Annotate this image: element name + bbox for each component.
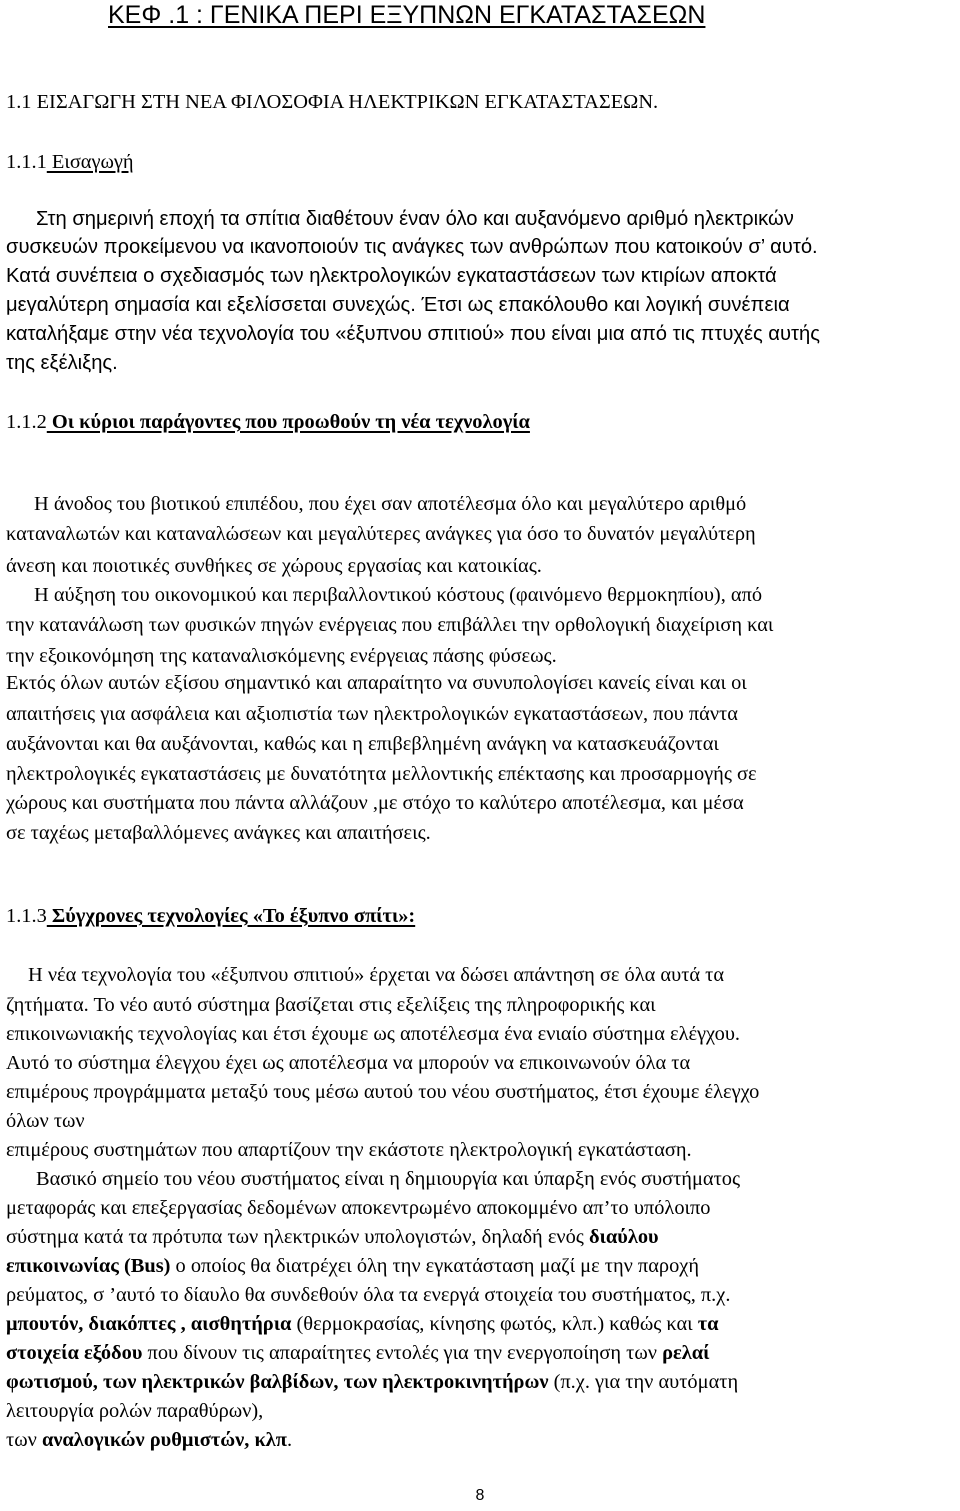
modern-line-text: (π.χ. για την αυτόματη xyxy=(548,1371,739,1393)
bold-term: ρελαί xyxy=(662,1342,710,1364)
intro-line: καταλήξαμε στην νέα τεχνολογία του «έξυπνου σπιτιού» που είναι μια από τις πτυχές αυτής xyxy=(6,323,820,345)
modern-line: λειτουργία ρολών παραθύρων), xyxy=(6,1400,264,1422)
factors-line: αυξάνονται και θα αυξάνονται, καθώς και η επιβεβλημένη ανάγκη να κατασκευάζονται xyxy=(6,733,719,755)
factors-line: καταναλωτών και καταναλώσεων και μεγαλύτερες ανάγκες για όσο το δυνατόν μεγαλύτερη xyxy=(6,523,756,545)
modern-line xyxy=(6,1372,738,1392)
factors-line: απαιτήσεις για ασφάλεια και αξιοπιστία των ηλεκτρολογικών εγκαταστάσεων, που πάντα xyxy=(6,703,738,725)
factors-line: Η άνοδος του βιοτικού επιπέδου, που έχει σαν αποτέλεσμα όλο και μεγαλύτερο αριθμό xyxy=(34,493,747,515)
bold-term: στοιχεία εξόδου xyxy=(6,1342,143,1364)
modern-line-text: των xyxy=(6,1429,42,1451)
subsection-heading-1-1-1 xyxy=(6,152,134,172)
modern-line-text: ο οποίος θα διατρέχει όλη την εγκατάσταση μαζί με την παροχή xyxy=(170,1255,699,1277)
modern-line xyxy=(6,1227,659,1247)
subsection-heading-1-1-2 xyxy=(6,412,530,432)
page-number: 8 xyxy=(475,1487,485,1504)
intro-line: Κατά συνέπεια ο σχεδιασμός των ηλεκτρολογικών εγκαταστάσεων των κτιρίων αποκτά xyxy=(6,265,777,287)
subsection-number: 1.1.3 xyxy=(6,905,47,927)
subsection-number: 1.1.2 xyxy=(6,411,47,433)
factors-line: την εξοικονόμηση της καταναλισκόμενης ενέργειας πάσης φύσεως. xyxy=(6,645,557,667)
modern-line: ζητήματα. Το νέο αυτό σύστημα βασίζεται στις εξελίξεις της πληροφορικής και xyxy=(6,994,656,1016)
bold-term: φωτισμού, των ηλεκτρικών βαλβίδων, των ηλεκτροκινητήρων xyxy=(6,1371,549,1393)
modern-line xyxy=(6,1314,719,1334)
chapter-title: ΚΕΦ .1 : ΓΕΝΙΚΑ ΠΕΡΙ ΕΞΥΠΝΩΝ ΕΓΚΑΤΑΣΤΑΣΕΩΝ xyxy=(108,1,706,29)
intro-line: συσκευών προκείμενου να ικανοποιούν τις ανάγκες των ανθρώπων που κατοικούν σ’ αυτό. xyxy=(6,236,818,258)
modern-line: όλων των xyxy=(6,1110,85,1132)
modern-line xyxy=(6,1430,292,1450)
factors-line: Εκτός όλων αυτών εξίσου σημαντικό και απαραίτητο να συνυπολογίσει κανείς είναι και οι xyxy=(6,672,747,694)
subsection-heading-1-1-3 xyxy=(6,906,415,926)
modern-line: επικοινωνιακής τεχνολογίας και έτσι έχουμε ως αποτέλεσμα ένα ενιαίο σύστημα ελέγχου. xyxy=(6,1023,741,1045)
bold-term: διαύλου xyxy=(588,1226,659,1248)
factors-line: άνεση και ποιοτικές συνθήκες σε χώρους εργασίας και κατοικίας. xyxy=(6,555,542,577)
section-heading-1-1: 1.1 ΕΙΣΑΓΩΓΗ ΣΤΗ ΝΕΑ ΦΙΛΟΣΟΦΙΑ ΗΛΕΚΤΡΙΚΩΝ ΕΓΚΑΤΑΣΤΑΣΕΩΝ. xyxy=(6,91,659,113)
bold-term: αναλογικών ρυθμιστών, κλπ xyxy=(41,1429,287,1451)
modern-line: επιμέρους προγράμματα μεταξύ τους μέσω αυτού του νέου συστήματος, έτσι έχουμε έλεγχο xyxy=(6,1081,760,1103)
bold-term: μπουτόν, διακόπτες , αισθητήρια xyxy=(6,1313,292,1335)
modern-line-text: (θερμοκρασίας, κίνησης φωτός, κλπ.) καθώς και xyxy=(291,1313,698,1335)
modern-line: επιμέρους συστημάτων που απαρτίζουν την εκάστοτε ηλεκτρολογική εγκατάσταση. xyxy=(6,1139,692,1161)
modern-line-text: . xyxy=(286,1429,293,1451)
factors-line: σε ταχέως μεταβαλλόμενες ανάγκες και απαιτήσεις. xyxy=(6,822,431,844)
modern-line: Αυτό το σύστημα έλεγχου έχει ως αποτέλεσμα να μπορούν να επικοινωνούν όλα τα xyxy=(6,1052,691,1074)
modern-line: ρεύματος, σ ’αυτό το δίαυλο θα συνδεθούν όλα τα ενεργά στοιχεία του συστήματος, π.χ. xyxy=(6,1284,731,1306)
modern-line xyxy=(6,1343,709,1363)
intro-line: Στη σημερινή εποχή τα σπίτια διαθέτουν έναν όλο και αυξανόμενο αριθμό ηλεκτρικών xyxy=(36,208,794,230)
modern-line-text: που δίνουν τις απαραίτητες εντολές για την ενεργοποίηση των xyxy=(142,1342,663,1364)
modern-line: Η νέα τεχνολογία του «έξυπνου σπιτιού» έρχεται να δώσει απάντηση σε όλα αυτά τα xyxy=(28,964,725,986)
subsection-title: Σύγχρονες τεχνολογίες «Το έξυπνο σπίτι»: xyxy=(46,905,416,927)
factors-line: ηλεκτρολογικές εγκαταστάσεις με δυνατότητα μελλοντικής επέκτασης και προσαρμογής σε xyxy=(6,763,757,785)
factors-line: Η αύξηση του οικονομικού και περιβαλλοντικού κόστους (φαινόμενο θερμοκηπίου), από xyxy=(34,584,763,606)
factors-line: χώρους και συστήματα που πάντα αλλάζουν ,με στόχο το καλύτερο αποτέλεσμα, και μέσα xyxy=(6,792,744,814)
factors-line: την κατανάλωση των φυσικών πηγών ενέργειας που επιβάλλει την ορθολογική διαχείριση και xyxy=(6,614,774,636)
modern-line: μεταφοράς και επεξεργασίας δεδομένων αποκεντρωμένο αποκομμένο απ’το υπόλοιπο xyxy=(6,1197,711,1219)
modern-line: Βασικό σημείο του νέου συστήματος είναι η δημιουργία και ύπαρξη ενός συστήματος xyxy=(36,1168,741,1190)
subsection-title: Οι κύριοι παράγοντες που προωθούν τη νέα τεχνολογία xyxy=(46,411,530,433)
modern-line xyxy=(6,1256,699,1276)
subsection-title: Εισαγωγή xyxy=(46,151,134,173)
bold-term: τα xyxy=(697,1313,719,1335)
subsection-number: 1.1.1 xyxy=(6,151,47,173)
intro-line: της εξέλιξης. xyxy=(6,352,118,374)
intro-line: μεγαλύτερη σημασία και εξελίσσεται συνεχώς. Έτσι ως επακόλουθο και λογική συνέπεια xyxy=(6,294,790,316)
bold-term: επικοινωνίας (Bus) xyxy=(6,1255,171,1277)
modern-line-text: σύστημα κατά τα πρότυπα των ηλεκτρικών υπολογιστών, δηλαδή ενός xyxy=(6,1226,589,1248)
